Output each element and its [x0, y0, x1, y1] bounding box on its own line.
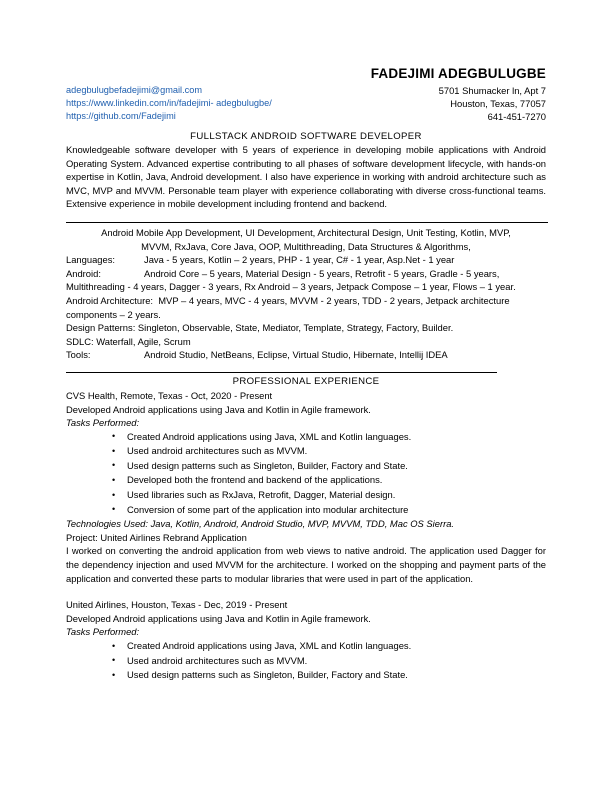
- address-line-1: 5701 Shumacker ln, Apt 7: [438, 85, 546, 96]
- skills-tools-label: Tools:: [66, 349, 91, 361]
- summary-body: Knowledgeable software developer with 5 years of experience in developing mobile applications with Android Operating System. Advanced expertise contributing to all phases of software development lifecycle, with hands-on expertise in Kotlin, Java, Android development. I also have experience in working with android architecture such as MVC, MVP and MVVM. Personable team player with experience collaborating with diverse cross-functional teams. Extensive experience in mobile development including frontend and backend.: [66, 144, 546, 210]
- tasks-label-0: Tasks Performed:: [66, 417, 140, 429]
- resume-header: [66, 66, 546, 124]
- section-spacer: [66, 585, 546, 598]
- skills-languages-value: Java - 5 years, Kotlin – 2 years, PHP - 1 year, C# - 1 year, Asp.Net - 1 year: [144, 254, 455, 266]
- experience-section-title: PROFESSIONAL EXPERIENCE: [232, 375, 380, 387]
- job-title-0: CVS Health, Remote, Texas - Oct, 2020 - Present: [66, 389, 273, 401]
- skills-design-patterns-label: Design Patterns:: [66, 322, 136, 334]
- tasks-list-1: [66, 639, 546, 683]
- skills-design-patterns-value: Singleton, Observable, State, Mediator, Template, Strategy, Factory, Builder.: [137, 322, 454, 334]
- skills-tools: [66, 348, 546, 362]
- skills-tools-value: Android Studio, NetBeans, Eclipse, Virtual Studio, Hibernate, Intellij IDEA: [144, 349, 448, 361]
- list-item: • Conversion of some part of the application into modular architecture: [66, 503, 546, 518]
- tasks-list-0: [66, 430, 546, 518]
- list-item: • Used design patterns such as Singleton, Builder, Factory and State.: [66, 459, 546, 474]
- skills-headline-1: Android Mobile App Development, UI Development, Architectural Design, Unit Testing, Kotlin, MVP,: [101, 226, 511, 238]
- project-description-0: I worked on converting the android application from web views to native android. The application used Dagger for the dependency injection and used MVVM for the architecture. I worked on the shopping and payment parts of the application and converted these parts to modular libraries that were used in part of the application.: [66, 545, 546, 584]
- job-summary-1: Developed Android applications using Java and Kotlin in Agile framework.: [66, 612, 371, 624]
- email-link[interactable]: adegbulugbefadejimi@gmail.com: [66, 85, 202, 95]
- skills-design-patterns: [66, 321, 546, 335]
- list-item: • Created Android applications using Java, XML and Kotlin languages.: [66, 430, 546, 445]
- skills-architecture: [66, 294, 546, 321]
- summary-title: FULLSTACK ANDROID SOFTWARE DEVELOPER: [190, 131, 422, 142]
- contact-links: [66, 84, 272, 124]
- list-item: • Used android architectures such as MVVM.: [66, 654, 546, 669]
- project-label-0: Project: United Airlines Rebrand Application: [66, 531, 247, 543]
- skills-android: [66, 267, 546, 281]
- github-link[interactable]: https://github.com/Fadejimi: [66, 111, 176, 122]
- list-item: • Created Android applications using Java, XML and Kotlin languages.: [66, 639, 546, 654]
- job-title-1: United Airlines, Houston, Texas - Dec, 2019 - Present: [66, 599, 288, 611]
- skills-languages-label: Languages:: [66, 254, 116, 266]
- contact-address: [439, 84, 546, 124]
- resume-content: [66, 66, 546, 683]
- list-item: • Developed both the frontend and backend of the applications.: [66, 473, 546, 488]
- skills-android-value: Android Core – 5 years, Material Design - 5 years, Retrofit - 5 years, Gradle - 5 years,: [144, 267, 500, 279]
- list-item: • Used design patterns such as Singleton, Builder, Factory and State.: [66, 668, 546, 683]
- candidate-name: FADEJIMI ADEGBULUGBE: [370, 66, 546, 81]
- skills-android-continued: Multithreading - 4 years, Dagger - 3 years, Rx Android – 3 years, Jetpack Compose – 1 year, Flows – 1 year.: [66, 281, 516, 293]
- skills-architecture-label: Android Architecture:: [66, 294, 154, 306]
- header-columns: [66, 84, 546, 124]
- list-item: • Used libraries such as RxJava, Retrofit, Dagger, Material design.: [66, 488, 546, 503]
- skills-architecture-value: MVP – 4 years, MVC - 4 years, MVVM - 2 years, TDD - 2 years, Jetpack architecture components – 2 years.: [66, 294, 510, 320]
- skills-sdlc-value: Waterfall, Agile, Scrum: [96, 335, 191, 347]
- list-item: • Used android architectures such as MVVM.: [66, 444, 546, 459]
- phone-number: 641-451-7270: [487, 111, 546, 123]
- skills-sdlc: [66, 335, 546, 349]
- experience-divider: [66, 372, 497, 373]
- job-summary-0: Developed Android applications using Java and Kotlin in Agile framework.: [66, 403, 371, 415]
- technologies-used-0: Technologies Used: Java, Kotlin, Android, Android Studio, MVP, MVVM, TDD, Mac OS Sierra.: [66, 518, 455, 530]
- skills-headline-2: MVVM, RxJava, Core Java, OOP, Multithreading, Data Structures & Algorithms,: [141, 240, 471, 252]
- skills-divider: [66, 222, 548, 223]
- linkedin-link[interactable]: https://www.linkedin.com/in/fadejimi- adegbulugbe/: [66, 98, 272, 109]
- address-line-2: Houston, Texas, 77057: [450, 98, 546, 110]
- skills-android-label: Android:: [66, 267, 101, 279]
- tasks-label-1: Tasks Performed:: [66, 626, 140, 638]
- skills-sdlc-label: SDLC:: [66, 335, 94, 347]
- skills-languages: [66, 253, 546, 267]
